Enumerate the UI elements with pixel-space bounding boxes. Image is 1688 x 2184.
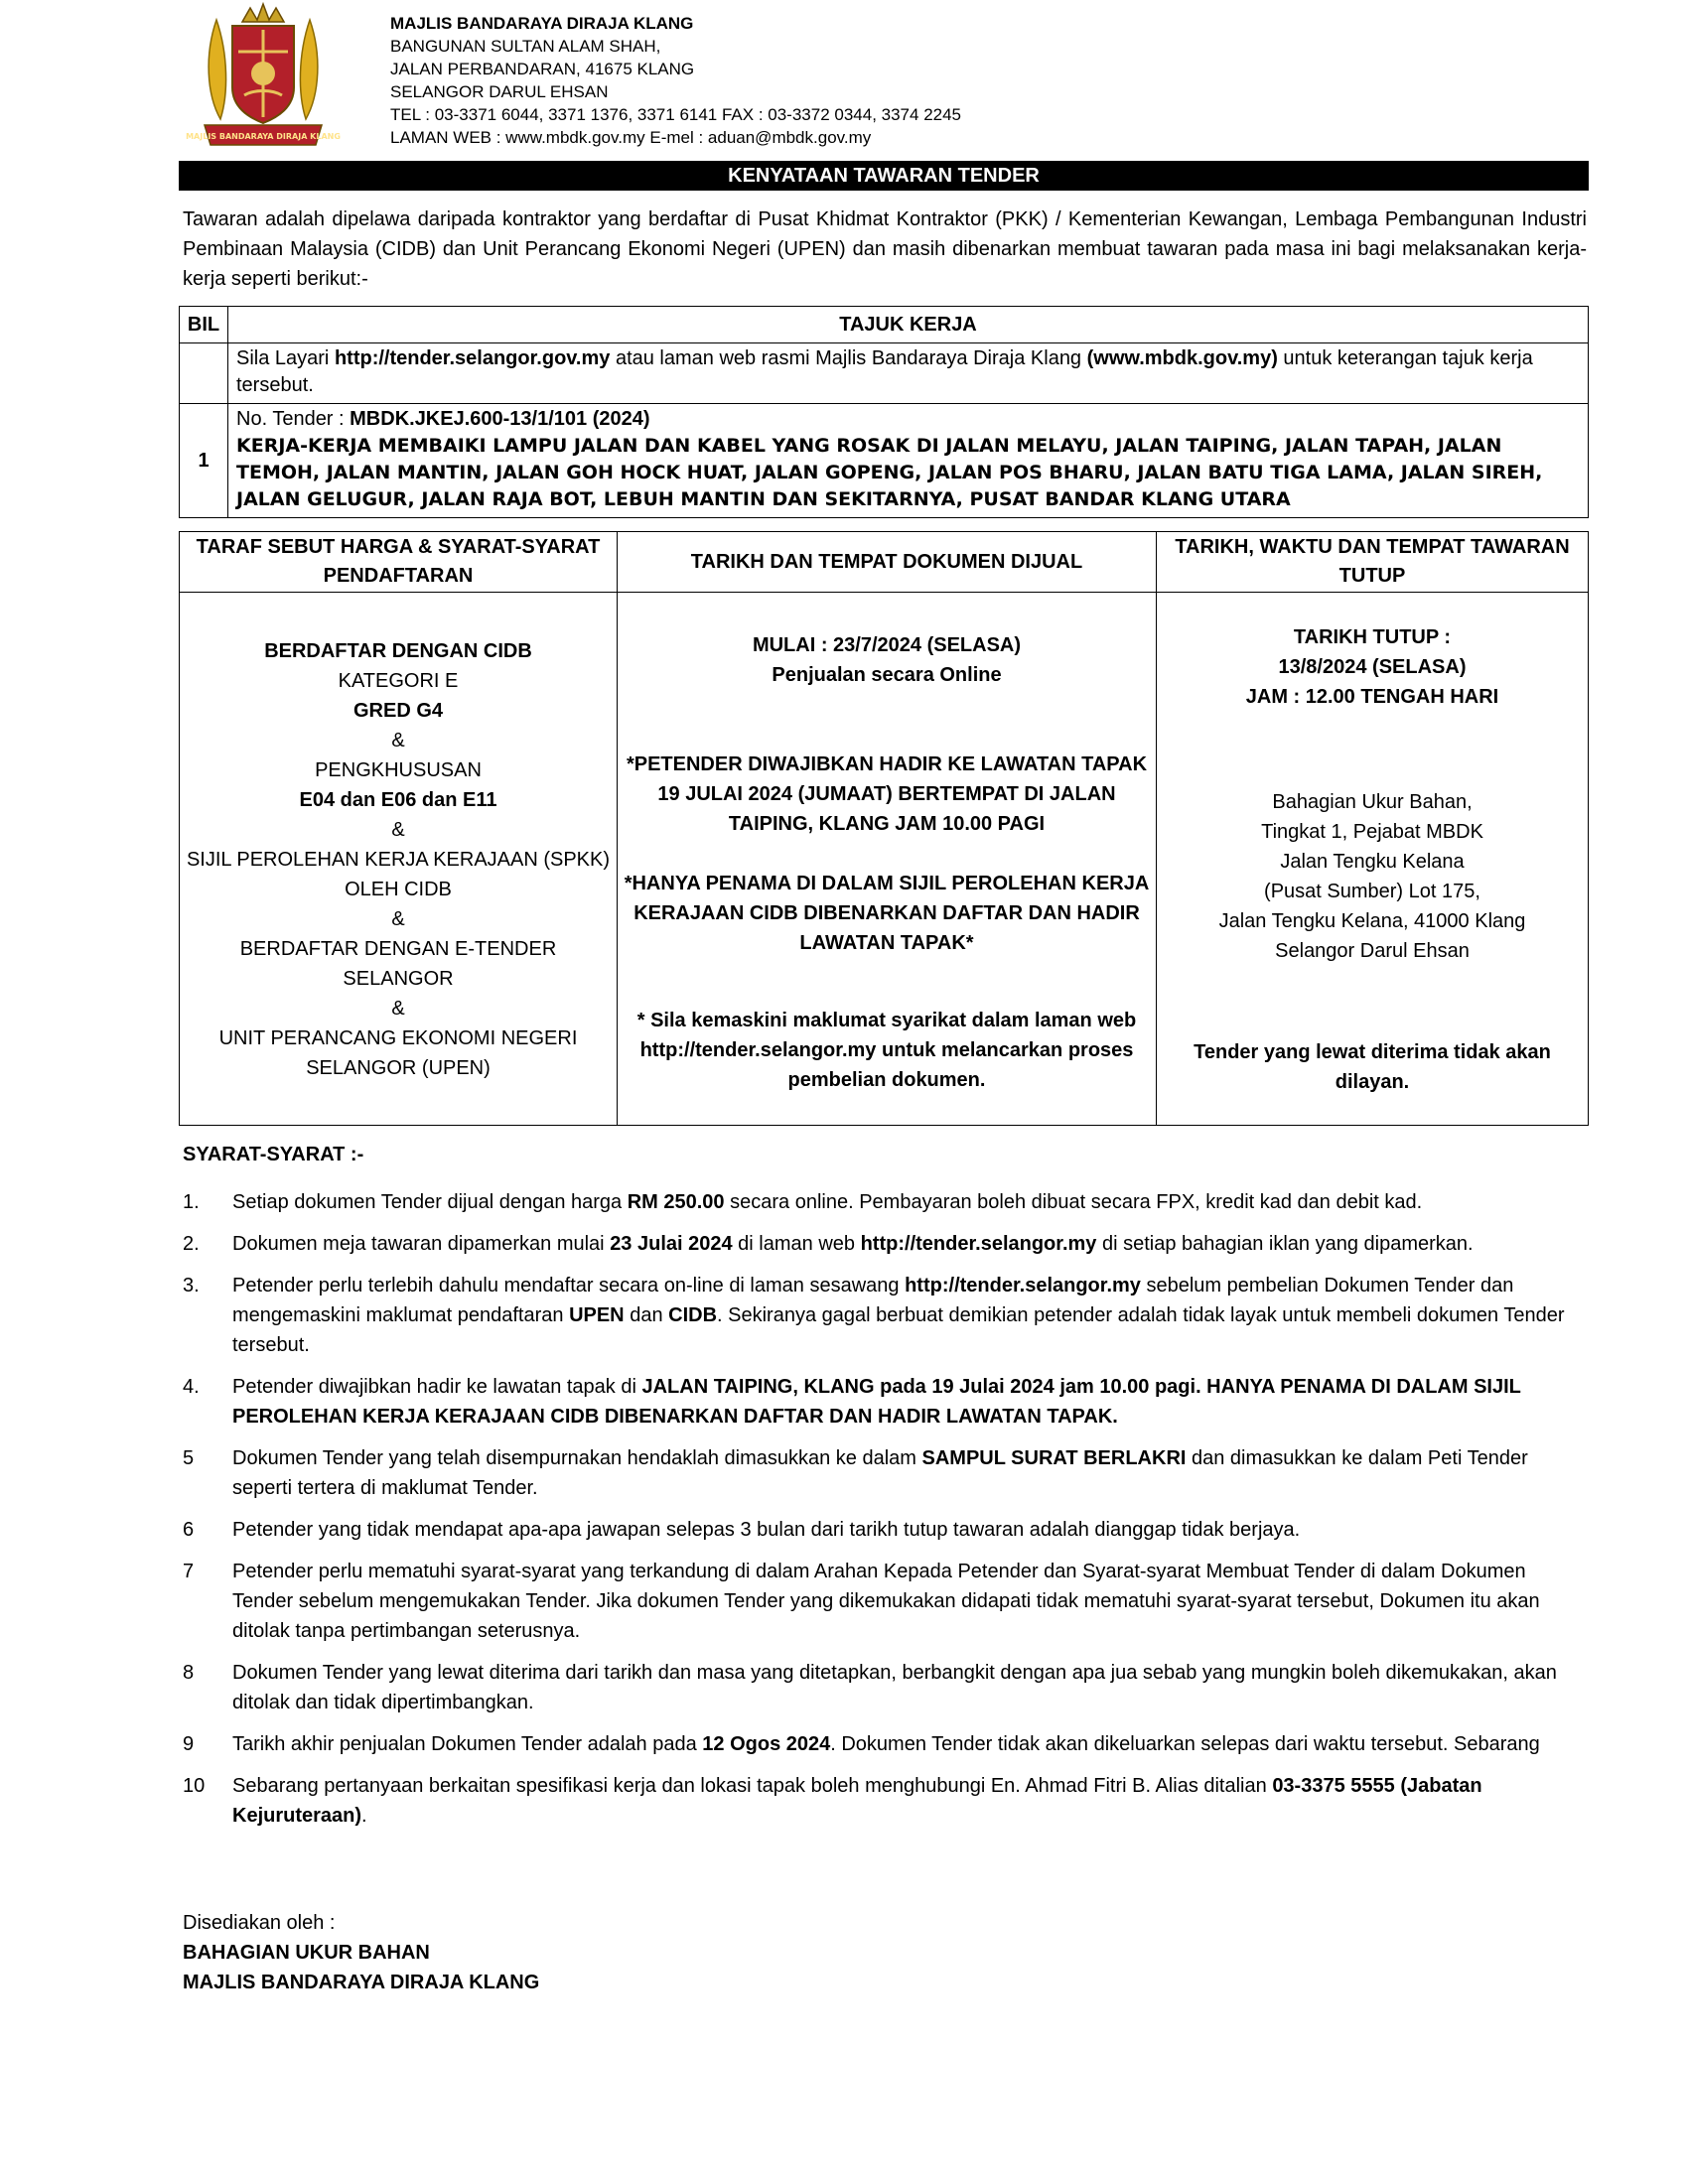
tender-title: KERJA-KERJA MEMBAIKI LAMPU JALAN DAN KABEL YANG ROSAK DI JALAN MELAYU, JALAN TAIPING, JALAN TAPAH, JALAN TEMOH, JALAN MANTIN, JALAN GOH HOCK HUAT, JALAN GOPENG, JALAN POS BHARU, JALAN BATU TIGA LAMA, JALAN SIREH, JALAN GELUGUR, JALAN RAJA BOT, LEBUH MANTIN DAN SEKITARNYA, PUSAT BANDAR KLANG UTARA [236,435,1543,510]
list-item: 1. Setiap dokumen Tender dijual dengan harga RM 250.00 secara online. Pembayaran boleh dibuat secara FPX, kredit kad dan debit kad. [183,1187,1589,1217]
col-header-tarikh-dijual: TARIKH DAN TEMPAT DOKUMEN DIJUAL [618,532,1157,593]
col-header-tajuk-kerja: TAJUK KERJA [228,307,1589,343]
item-number: 6 [183,1519,195,1541]
sale-online: Penjualan secara Online [772,664,1002,686]
col-header-tarikh-tutup: TARIKH, WAKTU DAN TEMPAT TAWARAN TUTUP [1157,532,1589,593]
conditions-section [183,1140,1589,1843]
tender-title-table [179,306,1589,518]
link-tender-selangor[interactable]: http://tender.selangor.my [860,1233,1097,1255]
req-upen: UNIT PERANCANG EKONOMI NEGERI SELANGOR (UPEN) [218,1027,578,1079]
amp-3: & [391,908,405,930]
list-item: 8 Dokumen Tender yang lewat diterima dari tarikh dan masa yang ditetapkan, berbangkit dengan apa jua sebab yang mungkin boleh dikemukakan, akan ditolak dan tidak dipertimbangkan. [183,1658,1589,1717]
org-name: MAJLIS BANDARAYA DIRAJA KLANG [390,14,694,33]
req-pengkhususan-label: PENGKHUSUSAN [315,759,482,781]
conditions-title: SYARAT-SYARAT :- [183,1144,364,1165]
closing-address-4: (Pusat Sumber) Lot 175, [1264,881,1480,902]
req-etender: BERDAFTAR DENGAN E-TENDER SELANGOR [239,938,557,990]
note-bil-cell [180,343,228,404]
prepared-dept: BAHAGIAN UKUR BAHAN [183,1942,430,1964]
item-number: 5 [183,1447,195,1469]
contact-web: LAMAN WEB : www.mbdk.gov.my E-mel : aduan@mbdk.gov.my [390,128,872,147]
crest-logo-icon [186,0,341,154]
list-item: 6 Petender yang tidak mendapat apa-apa jawapan selepas 3 bulan dari tarikh tutup tawaran adalah dianggap tidak berjaya. [183,1515,1589,1545]
closing-info-cell [1157,593,1589,1126]
list-item: 9 Tarikh akhir penjualan Dokumen Tender adalah pada 12 Ogos 2024. Dokumen Tender tidak akan dikeluarkan selepas dari waktu tersebut. Sebarang [183,1729,1589,1759]
list-item: 5 Dokumen Tender yang telah disempurnakan hendaklah dimasukkan ke dalam SAMPUL SURAT BERLAKRI dan dimasukkan ke dalam Peti Tender seperti tertera di maklumat Tender. [183,1443,1589,1503]
req-pengkhususan: E04 dan E06 dan E11 [299,789,497,811]
note-link-mbdk[interactable]: (www.mbdk.gov.my) [1086,347,1278,369]
row-tajuk-cell [228,404,1589,518]
site-visit-notice: *PETENDER DIWAJIBKAN HADIR KE LAWATAN TAPAK 19 JULAI 2024 (JUMAAT) BERTEMPAT DI JALAN TAIPING, KLANG JAM 10.00 PAGI [626,753,1148,835]
amp-2: & [391,819,405,841]
item-number: 7 [183,1561,195,1582]
amp-4: & [391,998,405,1020]
tender-no-value: MBDK.JKEJ.600-13/1/101 (2024) [350,408,650,430]
tender-no-label: No. Tender : [236,408,351,430]
note-link-tender[interactable]: http://tender.selangor.gov.my [334,347,611,369]
item-number: 2. [183,1233,200,1255]
address-line-3: SELANGOR DARUL EHSAN [390,82,609,101]
prepared-label: Disediakan oleh : [183,1912,336,1934]
note-text-2: atau laman web rasmi Majlis Bandaraya Diraja Klang [610,347,1087,369]
link-tender-selangor[interactable]: http://tender.selangor.my [905,1275,1141,1297]
table-row [180,404,1589,518]
document-page [179,0,1589,1993]
req-cidb: BERDAFTAR DENGAN CIDB [264,640,532,662]
closing-address-6: Selangor Darul Ehsan [1275,940,1470,962]
registration-requirements-cell [180,593,618,1126]
contact-tel: TEL : 03-3371 6044, 3371 1376, 3371 6141 FAX : 03-3372 0344, 3374 2245 [390,105,962,124]
item-number: 1. [183,1191,200,1213]
organization-info [390,12,961,149]
letterhead [179,0,1589,159]
closing-time: JAM : 12.00 TENGAH HARI [1245,686,1499,708]
item-number: 9 [183,1733,195,1755]
col-header-bil: BIL [180,307,228,343]
note-cell [228,343,1589,404]
prepared-by [183,1908,539,1997]
req-kategori: KATEGORI E [338,670,459,692]
closing-address-3: Jalan Tengku Kelana [1280,851,1465,873]
closing-date: 13/8/2024 (SELASA) [1278,656,1467,678]
note-text-3: untuk keterangan tajuk kerja tersebut. [236,347,1533,396]
item-number: 3. [183,1275,200,1297]
list-item: 7 Petender perlu mematuhi syarat-syarat yang terkandung di dalam Arahan Kepada Petender dan Syarat-syarat Membuat Tender di dalam Dokumen Tender sebelum mengemukakan Tender. Jika dokumen Tender yang dikemukakan didapati tidak mematuhi syarat-syarat tersebut, Dokumen itu akan ditolak tanpa pertimbangan seterusnya. [183,1557,1589,1646]
sale-start: MULAI : 23/7/2024 (SELASA) [752,634,1022,656]
item-number: 4. [183,1376,200,1398]
sale-info-cell [618,593,1157,1126]
document-title: KENYATAAN TAWARAN TENDER [179,161,1589,191]
tender-details-table [179,531,1589,1126]
closing-address-1: Bahagian Ukur Bahan, [1272,791,1473,813]
prepared-org: MAJLIS BANDARAYA DIRAJA KLANG [183,1972,540,1993]
closing-label: TARIKH TUTUP : [1293,626,1452,648]
intro-paragraph: Tawaran adalah dipelawa daripada kontraktor yang berdaftar di Pusat Khidmat Kontraktor (PKK) / Kementerian Kewangan, Lembaga Pembangunan Industri Pembinaan Malaysia (CIDB) dan Unit Perancang Ekonomi Negeri (UPEN) dan masih dibenarkan membuat tawaran pada masa ini bagi melaksanakan kerja-kerja seperti berikut:- [183,208,1587,290]
closing-address-2: Tingkat 1, Pejabat MBDK [1261,821,1483,843]
req-gred: GRED G4 [352,700,444,722]
list-item: 10 Sebarang pertanyaan berkaitan spesifikasi kerja dan lokasi tapak boleh menghubungi En. Ahmad Fitri B. Alias ditalian 03-3375 5555 (Jabatan Kejuruteraan). [183,1771,1589,1831]
amp-1: & [391,730,405,751]
note-text-1: Sila Layari [236,347,335,369]
list-item: 2. Dokumen meja tawaran dipamerkan mulai 23 Julai 2024 di laman web http://tender.selangor.my di setiap bahagian iklan yang dipamerkan. [183,1229,1589,1259]
address-line-2: JALAN PERBANDARAN, 41675 KLANG [390,60,695,78]
item-number: 8 [183,1662,195,1684]
req-spkk: SIJIL PEROLEHAN KERJA KERAJAAN (SPKK) OLEH CIDB [186,849,611,900]
list-item: 4. Petender diwajibkan hadir ke lawatan tapak di JALAN TAIPING, KLANG pada 19 Julai 2024 jam 10.00 pagi. HANYA PENAMA DI DALAM SIJIL PEROLEHAN KERJA KERAJAAN CIDB DIBENARKAN DAFTAR DAN HADIR LAWATAN TAPAK. [183,1372,1589,1432]
closing-address-5: Jalan Tengku Kelana, 41000 Klang [1218,910,1526,932]
svg-text:MAJLIS BANDARAYA DIRAJA KLANG: MAJLIS BANDARAYA DIRAJA KLANG [186,132,341,141]
list-item: 3. Petender perlu terlebih dahulu mendaftar secara on-line di laman sesawang http://tender.selangor.my sebelum pembelian Dokumen Tender dan mengemaskini maklumat pendaftaran UPEN dan CIDB. Sekiranya gagal berbuat demikian petender adalah tidak layak untuk membeli dokumen Tender tersebut. [183,1271,1589,1360]
item-number: 10 [183,1775,206,1797]
address-line-1: BANGUNAN SULTAN ALAM SHAH, [390,37,661,56]
update-profile-notice: * Sila kemaskini maklumat syarikat dalam laman web http://tender.selangor.my untuk melancarkan proses pembelian dokumen. [636,1010,1137,1091]
col-header-taraf: TARAF SEBUT HARGA & SYARAT-SYARAT PENDAFTARAN [180,532,618,593]
late-tender-notice: Tender yang lewat diterima tidak akan dilayan. [1194,1041,1551,1093]
row-bil: 1 [180,404,228,518]
site-visit-eligibility: *HANYA PENAMA DI DALAM SIJIL PEROLEHAN KERJA KERAJAAN CIDB DIBENARKAN DAFTAR DAN HADIR LAWATAN TAPAK* [624,873,1150,954]
